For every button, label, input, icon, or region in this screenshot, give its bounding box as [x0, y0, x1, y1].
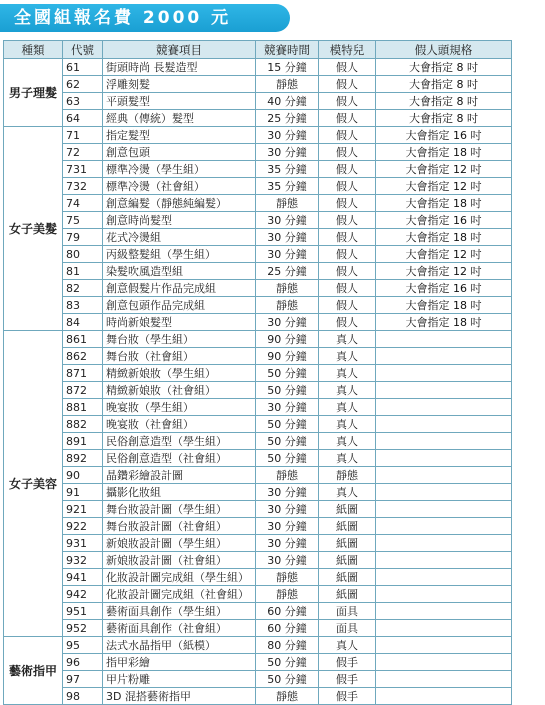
table-row: [4, 382, 512, 399]
time-cell: 靜態: [256, 688, 319, 705]
head-spec-cell: [376, 348, 512, 365]
item-cell: 舞台妝設計圖（社會組）: [103, 518, 256, 535]
time-cell: 60 分鐘: [256, 620, 319, 637]
item-cell: 標準冷燙（社會組）: [103, 178, 256, 195]
table-row: [4, 586, 512, 603]
time-cell: 30 分鐘: [256, 144, 319, 161]
head-spec-cell: 大會指定 12 吋: [376, 161, 512, 178]
code-cell: 80: [63, 246, 103, 263]
code-cell: 891: [63, 433, 103, 450]
table-row: [4, 110, 512, 127]
item-cell: 染髮吹風造型組: [103, 263, 256, 280]
model-cell: 真人: [319, 399, 376, 416]
head-spec-cell: [376, 467, 512, 484]
model-cell: 真人: [319, 382, 376, 399]
head-spec-cell: [376, 331, 512, 348]
table-row: [4, 467, 512, 484]
table-row: [4, 229, 512, 246]
item-cell: 舞台妝（學生組）: [103, 331, 256, 348]
code-cell: 79: [63, 229, 103, 246]
table-row: [4, 263, 512, 280]
code-cell: 98: [63, 688, 103, 705]
item-cell: 創意時尚髮型: [103, 212, 256, 229]
page-title: 全國組報名費 2000 元: [0, 4, 290, 32]
model-cell: 假人: [319, 195, 376, 212]
head-spec-cell: [376, 603, 512, 620]
head-spec-cell: [376, 671, 512, 688]
model-cell: 紙圖: [319, 552, 376, 569]
time-cell: 30 分鐘: [256, 246, 319, 263]
item-cell: 精緻新娘妝（社會組）: [103, 382, 256, 399]
time-cell: 40 分鐘: [256, 93, 319, 110]
model-cell: 真人: [319, 331, 376, 348]
head-spec-cell: [376, 654, 512, 671]
table-row: [4, 365, 512, 382]
model-cell: 假人: [319, 178, 376, 195]
table-row: [4, 212, 512, 229]
code-cell: 72: [63, 144, 103, 161]
time-cell: 30 分鐘: [256, 552, 319, 569]
model-cell: 紙圖: [319, 586, 376, 603]
item-cell: 藝術面具創作（學生組）: [103, 603, 256, 620]
model-cell: 真人: [319, 433, 376, 450]
time-cell: 25 分鐘: [256, 110, 319, 127]
table-row: [4, 195, 512, 212]
table-row: [4, 246, 512, 263]
model-cell: 真人: [319, 484, 376, 501]
head-spec-cell: [376, 688, 512, 705]
time-cell: 30 分鐘: [256, 127, 319, 144]
item-cell: 浮雕刻髮: [103, 76, 256, 93]
table-row: [4, 280, 512, 297]
table-row: [4, 161, 512, 178]
head-spec-cell: 大會指定 18 吋: [376, 314, 512, 331]
code-cell: 83: [63, 297, 103, 314]
table-row: [4, 569, 512, 586]
time-cell: 30 分鐘: [256, 212, 319, 229]
item-cell: 創意包頭作品完成組: [103, 297, 256, 314]
head-spec-cell: [376, 552, 512, 569]
head-spec-cell: 大會指定 12 吋: [376, 178, 512, 195]
table-row: [4, 603, 512, 620]
item-cell: 晶鑽彩繪設計圖: [103, 467, 256, 484]
head-spec-cell: 大會指定 18 吋: [376, 297, 512, 314]
table-body: [4, 59, 512, 705]
code-cell: 862: [63, 348, 103, 365]
table-row: [4, 637, 512, 654]
model-cell: 假人: [319, 314, 376, 331]
time-cell: 60 分鐘: [256, 603, 319, 620]
time-cell: 35 分鐘: [256, 178, 319, 195]
time-cell: 靜態: [256, 195, 319, 212]
time-cell: 90 分鐘: [256, 348, 319, 365]
time-cell: 30 分鐘: [256, 229, 319, 246]
header-model: 模特兒: [319, 41, 376, 59]
model-cell: 紙圖: [319, 501, 376, 518]
model-cell: 假人: [319, 127, 376, 144]
code-cell: 881: [63, 399, 103, 416]
model-cell: 真人: [319, 450, 376, 467]
head-spec-cell: [376, 569, 512, 586]
table-row: [4, 331, 512, 348]
table-row: [4, 671, 512, 688]
table-row: [4, 93, 512, 110]
model-cell: 假人: [319, 110, 376, 127]
time-cell: 30 分鐘: [256, 501, 319, 518]
item-cell: 晚宴妝（社會組）: [103, 416, 256, 433]
time-cell: 30 分鐘: [256, 314, 319, 331]
model-cell: 真人: [319, 637, 376, 654]
table-row: [4, 399, 512, 416]
item-cell: 經典（傳統）髮型: [103, 110, 256, 127]
time-cell: 靜態: [256, 76, 319, 93]
time-cell: 25 分鐘: [256, 263, 319, 280]
model-cell: 紙圖: [319, 518, 376, 535]
category-cell: 女子美髮: [4, 127, 63, 331]
code-cell: 921: [63, 501, 103, 518]
item-cell: 化妝設計圖完成組（學生組）: [103, 569, 256, 586]
head-spec-cell: 大會指定 18 吋: [376, 195, 512, 212]
code-cell: 922: [63, 518, 103, 535]
item-cell: 街頭時尚 長髮造型: [103, 59, 256, 76]
header-time: 競賽時間: [256, 41, 319, 59]
code-cell: 882: [63, 416, 103, 433]
item-cell: 時尚新娘髮型: [103, 314, 256, 331]
item-cell: 攝影化妝組: [103, 484, 256, 501]
code-cell: 731: [63, 161, 103, 178]
code-cell: 932: [63, 552, 103, 569]
head-spec-cell: 大會指定 16 吋: [376, 212, 512, 229]
head-spec-cell: 大會指定 18 吋: [376, 229, 512, 246]
head-spec-cell: 大會指定 8 吋: [376, 59, 512, 76]
head-spec-cell: 大會指定 12 吋: [376, 246, 512, 263]
code-cell: 951: [63, 603, 103, 620]
code-cell: 90: [63, 467, 103, 484]
time-cell: 90 分鐘: [256, 331, 319, 348]
model-cell: 假人: [319, 76, 376, 93]
code-cell: 861: [63, 331, 103, 348]
time-cell: 靜態: [256, 586, 319, 603]
table-row: [4, 144, 512, 161]
item-cell: 花式冷燙組: [103, 229, 256, 246]
code-cell: 871: [63, 365, 103, 382]
item-cell: 藝術面具創作（社會組）: [103, 620, 256, 637]
model-cell: 假人: [319, 59, 376, 76]
model-cell: 假人: [319, 144, 376, 161]
code-cell: 74: [63, 195, 103, 212]
table-row: [4, 433, 512, 450]
code-cell: 82: [63, 280, 103, 297]
model-cell: 面具: [319, 620, 376, 637]
model-cell: 假人: [319, 280, 376, 297]
head-spec-cell: 大會指定 12 吋: [376, 263, 512, 280]
table-row: [4, 450, 512, 467]
head-spec-cell: [376, 433, 512, 450]
code-cell: 81: [63, 263, 103, 280]
model-cell: 面具: [319, 603, 376, 620]
model-cell: 假手: [319, 688, 376, 705]
time-cell: 靜態: [256, 569, 319, 586]
code-cell: 63: [63, 93, 103, 110]
head-spec-cell: [376, 399, 512, 416]
table-row: [4, 484, 512, 501]
code-cell: 941: [63, 569, 103, 586]
model-cell: 真人: [319, 416, 376, 433]
head-spec-cell: 大會指定 8 吋: [376, 93, 512, 110]
item-cell: 標準冷燙（學生組）: [103, 161, 256, 178]
table-row: [4, 416, 512, 433]
item-cell: 丙級整髮組（學生組）: [103, 246, 256, 263]
item-cell: 3D 混搭藝術指甲: [103, 688, 256, 705]
model-cell: 假人: [319, 93, 376, 110]
item-cell: 創意包頭: [103, 144, 256, 161]
head-spec-cell: 大會指定 16 吋: [376, 280, 512, 297]
head-spec-cell: [376, 484, 512, 501]
model-cell: 假人: [319, 263, 376, 280]
time-cell: 35 分鐘: [256, 161, 319, 178]
head-spec-cell: 大會指定 16 吋: [376, 127, 512, 144]
time-cell: 80 分鐘: [256, 637, 319, 654]
model-cell: 假人: [319, 229, 376, 246]
time-cell: 50 分鐘: [256, 365, 319, 382]
category-cell: 女子美容: [4, 331, 63, 637]
head-spec-cell: 大會指定 8 吋: [376, 76, 512, 93]
table-row: [4, 59, 512, 76]
model-cell: 紙圖: [319, 569, 376, 586]
item-cell: 甲片粉雕: [103, 671, 256, 688]
table-row: [4, 348, 512, 365]
item-cell: 法式水晶指甲（紙模）: [103, 637, 256, 654]
item-cell: 指定髮型: [103, 127, 256, 144]
item-cell: 新娘妝設計圖（學生組）: [103, 535, 256, 552]
time-cell: 50 分鐘: [256, 416, 319, 433]
header-code: 代號: [63, 41, 103, 59]
head-spec-cell: [376, 535, 512, 552]
code-cell: 931: [63, 535, 103, 552]
header-item: 競賽項目: [103, 41, 256, 59]
item-cell: 指甲彩繪: [103, 654, 256, 671]
table-row: [4, 76, 512, 93]
code-cell: 62: [63, 76, 103, 93]
model-cell: 假人: [319, 161, 376, 178]
code-cell: 732: [63, 178, 103, 195]
head-spec-cell: [376, 637, 512, 654]
table-row: [4, 688, 512, 705]
head-spec-cell: [376, 382, 512, 399]
item-cell: 創意假髮片作品完成組: [103, 280, 256, 297]
item-cell: 民俗創意造型（學生組）: [103, 433, 256, 450]
table-row: [4, 178, 512, 195]
code-cell: 96: [63, 654, 103, 671]
code-cell: 61: [63, 59, 103, 76]
time-cell: 50 分鐘: [256, 671, 319, 688]
table-row: [4, 654, 512, 671]
category-cell: 藝術指甲: [4, 637, 63, 705]
model-cell: 假人: [319, 212, 376, 229]
item-cell: 創意編髮（靜態純編髮）: [103, 195, 256, 212]
header-category: 種類: [4, 41, 63, 59]
head-spec-cell: [376, 416, 512, 433]
time-cell: 靜態: [256, 467, 319, 484]
time-cell: 50 分鐘: [256, 654, 319, 671]
table-row: [4, 535, 512, 552]
time-cell: 30 分鐘: [256, 518, 319, 535]
code-cell: 95: [63, 637, 103, 654]
head-spec-cell: [376, 365, 512, 382]
time-cell: 30 分鐘: [256, 399, 319, 416]
time-cell: 30 分鐘: [256, 484, 319, 501]
model-cell: 假人: [319, 297, 376, 314]
table-row: [4, 127, 512, 144]
time-cell: 15 分鐘: [256, 59, 319, 76]
model-cell: 真人: [319, 365, 376, 382]
table-row: [4, 297, 512, 314]
head-spec-cell: [376, 620, 512, 637]
code-cell: 97: [63, 671, 103, 688]
model-cell: 假手: [319, 671, 376, 688]
table-row: [4, 314, 512, 331]
item-cell: 舞台妝設計圖（學生組）: [103, 501, 256, 518]
header-head-spec: 假人頭規格: [376, 41, 512, 59]
code-cell: 91: [63, 484, 103, 501]
registration-table: [3, 40, 512, 705]
item-cell: 精緻新娘妝（學生組）: [103, 365, 256, 382]
time-cell: 靜態: [256, 297, 319, 314]
item-cell: 民俗創意造型（社會組）: [103, 450, 256, 467]
table-row: [4, 518, 512, 535]
model-cell: 靜態: [319, 467, 376, 484]
code-cell: 952: [63, 620, 103, 637]
head-spec-cell: 大會指定 18 吋: [376, 144, 512, 161]
code-cell: 64: [63, 110, 103, 127]
code-cell: 872: [63, 382, 103, 399]
time-cell: 30 分鐘: [256, 535, 319, 552]
head-spec-cell: [376, 501, 512, 518]
category-cell: 男子理髮: [4, 59, 63, 127]
model-cell: 假手: [319, 654, 376, 671]
time-cell: 靜態: [256, 280, 319, 297]
time-cell: 50 分鐘: [256, 450, 319, 467]
item-cell: 晚宴妝（學生組）: [103, 399, 256, 416]
table-header-row: [4, 41, 512, 59]
time-cell: 50 分鐘: [256, 382, 319, 399]
model-cell: 真人: [319, 348, 376, 365]
head-spec-cell: [376, 586, 512, 603]
model-cell: 紙圖: [319, 535, 376, 552]
time-cell: 50 分鐘: [256, 433, 319, 450]
code-cell: 942: [63, 586, 103, 603]
code-cell: 75: [63, 212, 103, 229]
code-cell: 892: [63, 450, 103, 467]
item-cell: 新娘妝設計圖（社會組）: [103, 552, 256, 569]
table-row: [4, 501, 512, 518]
code-cell: 71: [63, 127, 103, 144]
model-cell: 假人: [319, 246, 376, 263]
item-cell: 化妝設計圖完成組（社會組）: [103, 586, 256, 603]
head-spec-cell: [376, 450, 512, 467]
head-spec-cell: 大會指定 8 吋: [376, 110, 512, 127]
table-row: [4, 552, 512, 569]
code-cell: 84: [63, 314, 103, 331]
item-cell: 舞台妝（社會組）: [103, 348, 256, 365]
head-spec-cell: [376, 518, 512, 535]
item-cell: 平頭髮型: [103, 93, 256, 110]
table-row: [4, 620, 512, 637]
